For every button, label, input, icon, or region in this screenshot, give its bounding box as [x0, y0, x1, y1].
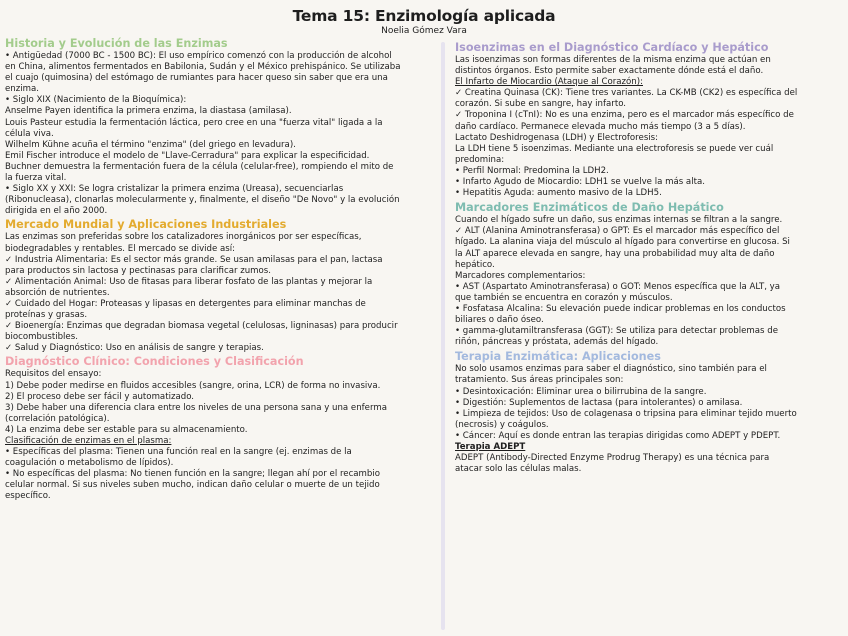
column-divider	[441, 42, 445, 630]
text-line: ✓ Alimentación Animal: Uso de fitasas para liberar fosfato de las plantas y mejorar la	[5, 276, 373, 287]
text-line: Buchner demuestra la fermentación fuera de la célula (celular-free), rompiendo el mito de	[5, 161, 394, 172]
text-line: la fuerza vital.	[5, 173, 67, 184]
therapy-heading: Terapia Enzimática: Aplicaciones	[455, 350, 661, 364]
text-line: dirigida en el año 2000.	[5, 206, 108, 217]
text-line: biliares o daño óseo.	[455, 315, 544, 326]
text-line: • Específicas del plasma: Tienen una función real en la sangre (ej. enzimas de la	[5, 447, 352, 458]
diagnostic-section	[5, 355, 431, 502]
page-header	[0, 7, 848, 37]
market-text	[5, 232, 431, 354]
history-section	[5, 37, 431, 217]
text-line: proteínas y grasas.	[5, 310, 88, 321]
infarto-title: El Infarto de Miocardio (Ataque al Corazón):	[455, 77, 643, 88]
text-line: ✓ Salud y Diagnóstico: Uso en análisis de sangre y terapias.	[5, 343, 264, 354]
text-line: 2) El proceso debe ser fácil y automatizado.	[5, 391, 195, 402]
text-line: • Perfil Normal: Predomina la LDH2.	[455, 165, 609, 176]
text-line: Anselme Payen identifica la primera enzima, la diastasa (amilasa).	[5, 106, 292, 117]
left-column	[5, 37, 431, 503]
text-line: (necrosis) y coágulos.	[455, 419, 549, 430]
text-line: predomina:	[455, 154, 505, 165]
text-line: La LDH tiene 5 isoenzimas. Mediante una electroforesis se puede ver cuál	[455, 143, 774, 154]
text-line: Louis Pasteur estudia la fermentación láctica, pero cree en una "fuerza vital" ligada a la	[5, 117, 383, 128]
text-line: ✓ Industria Alimentaria: Es el sector más grande. Se usan amilasas para el pan, lactasa	[5, 254, 383, 265]
text-line: biocombustibles.	[5, 332, 78, 343]
author-name: Noelia Gómez Vara	[381, 26, 467, 36]
history-heading: Historia y Evolución de las Enzimas	[5, 37, 228, 50]
text-line: Las enzimas son preferidas sobre los catalizadores inorgánicos por ser específicas,	[5, 232, 362, 243]
text-line: distintos órganos. Esto permite saber exactamente dónde está el daño.	[455, 66, 764, 77]
history-text	[5, 51, 431, 217]
text-line: • Siglo XIX (Nacimiento de la Bioquímica):	[5, 95, 187, 106]
text-line: • Antigüedad (7000 BC - 1500 BC): El uso empírico comenzó con la producción de alcohol	[5, 51, 392, 61]
text-line: • Hepatitis Aguda: aumento masivo de la LDH5.	[455, 188, 662, 199]
text-line: ✓ Creatina Quinasa (CK): Tiene tres variantes. La CK-MB (CK2) es específica del	[455, 88, 798, 99]
text-line: corazón. Si sube en sangre, hay infarto.	[455, 99, 627, 110]
text-line: • AST (Aspartato Aminotransferasa) o GOT: Menos específica que la ALT, ya	[455, 281, 781, 292]
text-line: Cuando el hígado sufre un daño, sus enzimas internas se filtran a la sangre.	[455, 215, 783, 226]
hepatic-heading: Marcadores Enzimáticos de Daño Hepático	[455, 201, 724, 215]
therapy-section	[455, 350, 841, 475]
text-line: biodegradables y rentables. El mercado se divide así:	[5, 243, 236, 254]
text-line: en China, alimentos fermentados en Babilonia, Sudán y el México prehispánico. Se utilizaba	[5, 62, 401, 73]
text-line: • Cáncer: Aquí es donde entran las terapias dirigidas como ADEPT y PDEPT.	[455, 430, 781, 441]
text-line: Wilhelm Kühne acuña el término "enzima" (del griego en levadura).	[5, 139, 296, 150]
text-line: hígado. La alanina viaja del músculo al hígado para convertirse en glucosa. Si	[455, 237, 790, 248]
text-line: que también se encuentra en corazón y músculos.	[455, 292, 673, 303]
text-line: célula viva.	[5, 128, 54, 139]
text-line: celular normal. Si sus niveles suben mucho, indican daño celular o muerte de un tejido	[5, 480, 380, 491]
cardiac-heading: Isoenzimas en el Diagnóstico Cardíaco y Hepático	[455, 41, 769, 54]
classification-title: Clasificación de enzimas en el plasma:	[5, 436, 172, 446]
text-line: Lactato Deshidrogenasa (LDH) y Electroforesis:	[455, 132, 659, 143]
text-line: No solo usamos enzimas para saber el diagnóstico, sino también para el	[455, 364, 767, 375]
cardiac-section	[455, 41, 841, 199]
text-line: coagulación o metabolismo de lípidos).	[5, 458, 174, 469]
text-line: Emil Fischer introduce el modelo de "Llave-Cerradura" para explicar la especificidad.	[5, 150, 370, 161]
market-heading: Mercado Mundial y Aplicaciones Industriales	[5, 218, 287, 232]
text-line: (correlación patológica).	[5, 413, 110, 424]
text-line: • Digestión: Suplementos de lactasa (para intolerantes) o amilasa.	[455, 397, 743, 408]
page-title: Tema 15: Enzimología aplicada	[292, 7, 556, 25]
text-line: específico.	[5, 491, 51, 502]
text-line: • Infarto Agudo de Miocardio: LDH1 se vuelve la más alta.	[455, 177, 705, 188]
text-line: • Limpieza de tejidos: Uso de colagenasa o tripsina para eliminar tejido muerto	[455, 408, 797, 419]
text-line: 1) Debe poder medirse en fluidos accesibles (sangre, orina, LCR) de forma no invasiva.	[5, 380, 381, 391]
text-line: • Fosfatasa Alcalina: Su elevación puede indicar problemas en los conductos	[455, 303, 786, 314]
text-line: (Ribonucleasa), clonarlas molecularmente y, finalmente, el diseño "De Novo" y la evolución	[5, 195, 400, 206]
text-line: para productos sin lactosa y pectinasas para clarificar zumos.	[5, 265, 272, 276]
text-line: Marcadores complementarios:	[455, 270, 586, 281]
text-line: ✓ Bioenergía: Enzimas que degradan biomasa vegetal (celulosas, ligninasas) para producir	[5, 321, 398, 332]
text-line: ✓ Troponina I (cTnI): No es una enzima, pero es el marcador más específico de	[455, 110, 794, 121]
text-line: daño cardíaco. Permanece elevada mucho más tiempo (3 a 5 días).	[455, 121, 746, 132]
requisites-title: Requisitos del ensayo:	[5, 369, 102, 380]
text-line: ✓ Cuidado del Hogar: Proteasas y lipasas en detergentes para eliminar manchas de	[5, 298, 366, 309]
text-line: tratamiento. Sus áreas principales son:	[455, 375, 624, 386]
text-line: absorción de nutrientes.	[5, 287, 110, 298]
text-line: • Siglo XX y XXI: Se logra cristalizar la primera enzima (Ureasa), secuenciarlas	[5, 184, 344, 195]
diagnostic-heading: Diagnóstico Clínico: Condiciones y Clasificación	[5, 355, 304, 369]
right-column	[455, 41, 841, 475]
hepatic-section	[455, 201, 841, 348]
text-line: el cuajo (quimosina) del estómago de rumiantes para hacer queso sin saber que era una	[5, 73, 388, 84]
text-line: ADEPT (Antibody-Directed Enzyme Prodrug Therapy) es una técnica para	[455, 453, 770, 464]
text-line: • Desintoxicación: Eliminar urea o bilirrubina de la sangre.	[455, 386, 707, 397]
market-section	[5, 218, 431, 354]
text-line: hepático.	[455, 259, 495, 270]
text-line: • No específicas del plasma: No tienen función en la sangre; llegan ahí por el recambio	[5, 469, 381, 480]
text-line: la ALT aparece elevada en sangre, hay una probabilidad muy alta de daño	[455, 248, 775, 259]
text-line: 4) La enzima debe ser estable para su almacenamiento.	[5, 424, 248, 435]
text-line: Las isoenzimas son formas diferentes de la misma enzima que actúan en	[455, 55, 771, 65]
text-line: enzima.	[5, 84, 40, 95]
text-line: 3) Debe haber una diferencia clara entre los niveles de una persona sana y una enferma	[5, 402, 387, 413]
adept-title: Terapia ADEPT	[455, 442, 526, 452]
text-line: riñón, páncreas y próstata, además del hígado.	[455, 337, 659, 348]
text-line: • gamma-glutamiltransferasa (GGT): Se utiliza para detectar problemas de	[455, 326, 778, 337]
text-line: ✓ ALT (Alanina Aminotransferasa) o GPT: Es el marcador más específico del	[455, 226, 780, 237]
text-line: atacar solo las células malas.	[455, 464, 582, 475]
